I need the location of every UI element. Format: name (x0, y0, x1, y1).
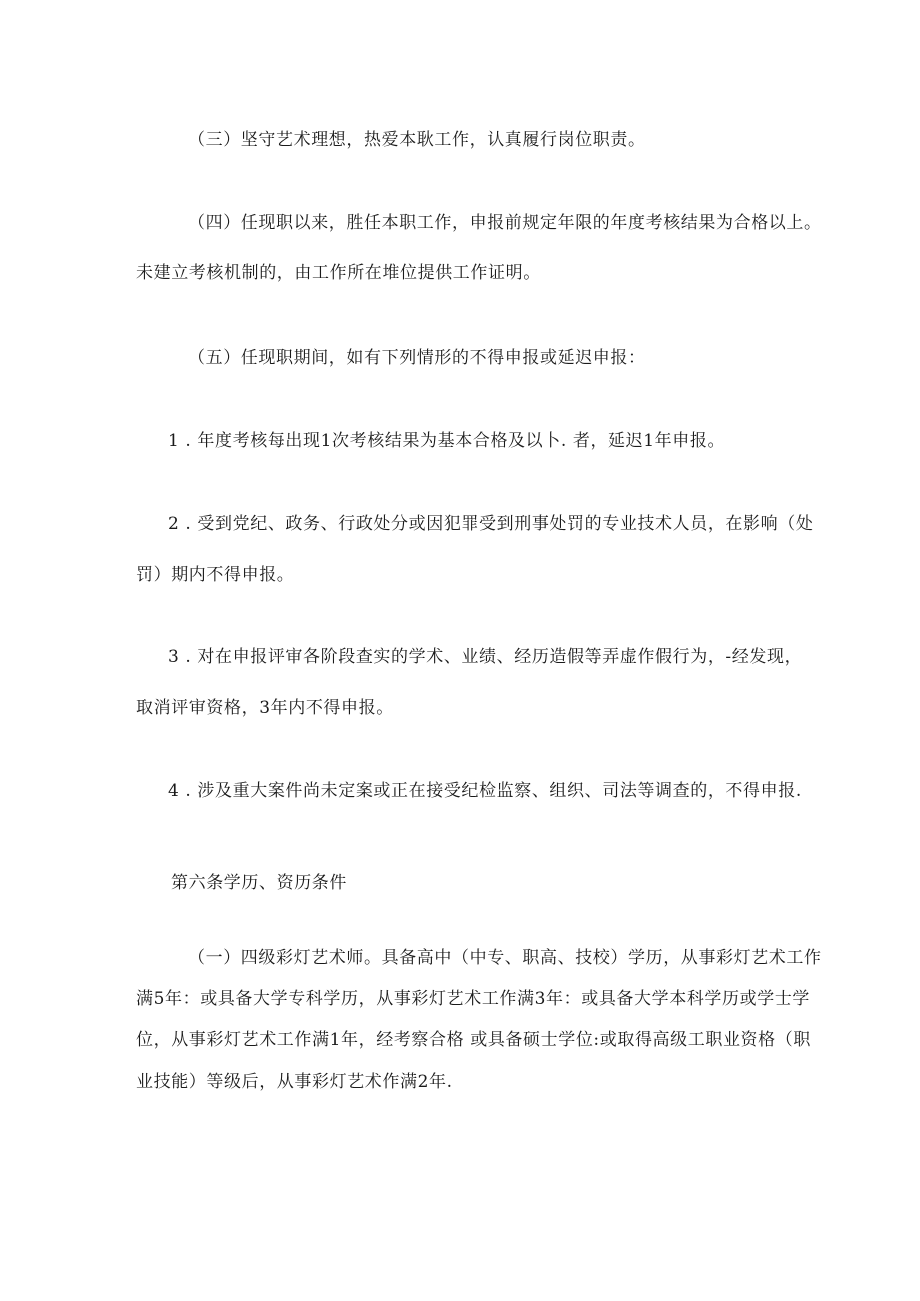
paragraph-line: 罚）期内不得申报。 (136, 565, 295, 585)
paragraph-line: （五）任现职期间，如有下列情形的不得申报或延迟申报： (188, 348, 646, 368)
article-title: 第六条学历、资历条件 (171, 873, 347, 893)
paragraph-line: 2 . 受到党纪、政务、行政处分或因犯罪受到刑事处罚的专业技术人员，在影响（处 (168, 514, 814, 534)
paragraph-line: 取消评审资格，3年内不得申报。 (136, 698, 394, 718)
paragraph-line: 1 . 年度考核每出现1次考核结果为基本合格及以卜. 者，延迟1年申报。 (168, 431, 726, 451)
paragraph-line: （四）任现职以来，胜任本职工作，申报前规定年限的年度考核结果为合格以上。 (188, 213, 822, 233)
paragraph-line: 4 . 涉及重大案件尚未定案或正在接受纪检监察、组织、司法等调查的，不得申报. (168, 781, 802, 801)
paragraph-line: 满5年：或具备大学专科学历，从事彩灯艺术工作满3年：或具备大学本科学历或学士学 (136, 989, 811, 1009)
paragraph-line: 未建立考核机制的，由工作所在堆位提供工作证明。 (136, 263, 541, 283)
paragraph-line: （一）四级彩灯艺术师。具备高中（中专、职高、技校）学历，从事彩灯艺术工作 (188, 948, 822, 968)
paragraph-line: 业技能）等级后，从事彩灯艺术作满2年. (136, 1072, 453, 1092)
paragraph-line: 3 . 对在申报评审各阶段查实的学术、业绩、经历造假等弄虚作假行为，-经发现， (168, 647, 803, 667)
paragraph-line: （三）坚守艺术理想，热爱本耿工作，认真履行岗位职责。 (188, 130, 646, 150)
paragraph-line: 位，从事彩灯艺术工作满1年，经考察合格 或具备硕士学位:或取得高级工职业资格（职 (136, 1030, 811, 1050)
